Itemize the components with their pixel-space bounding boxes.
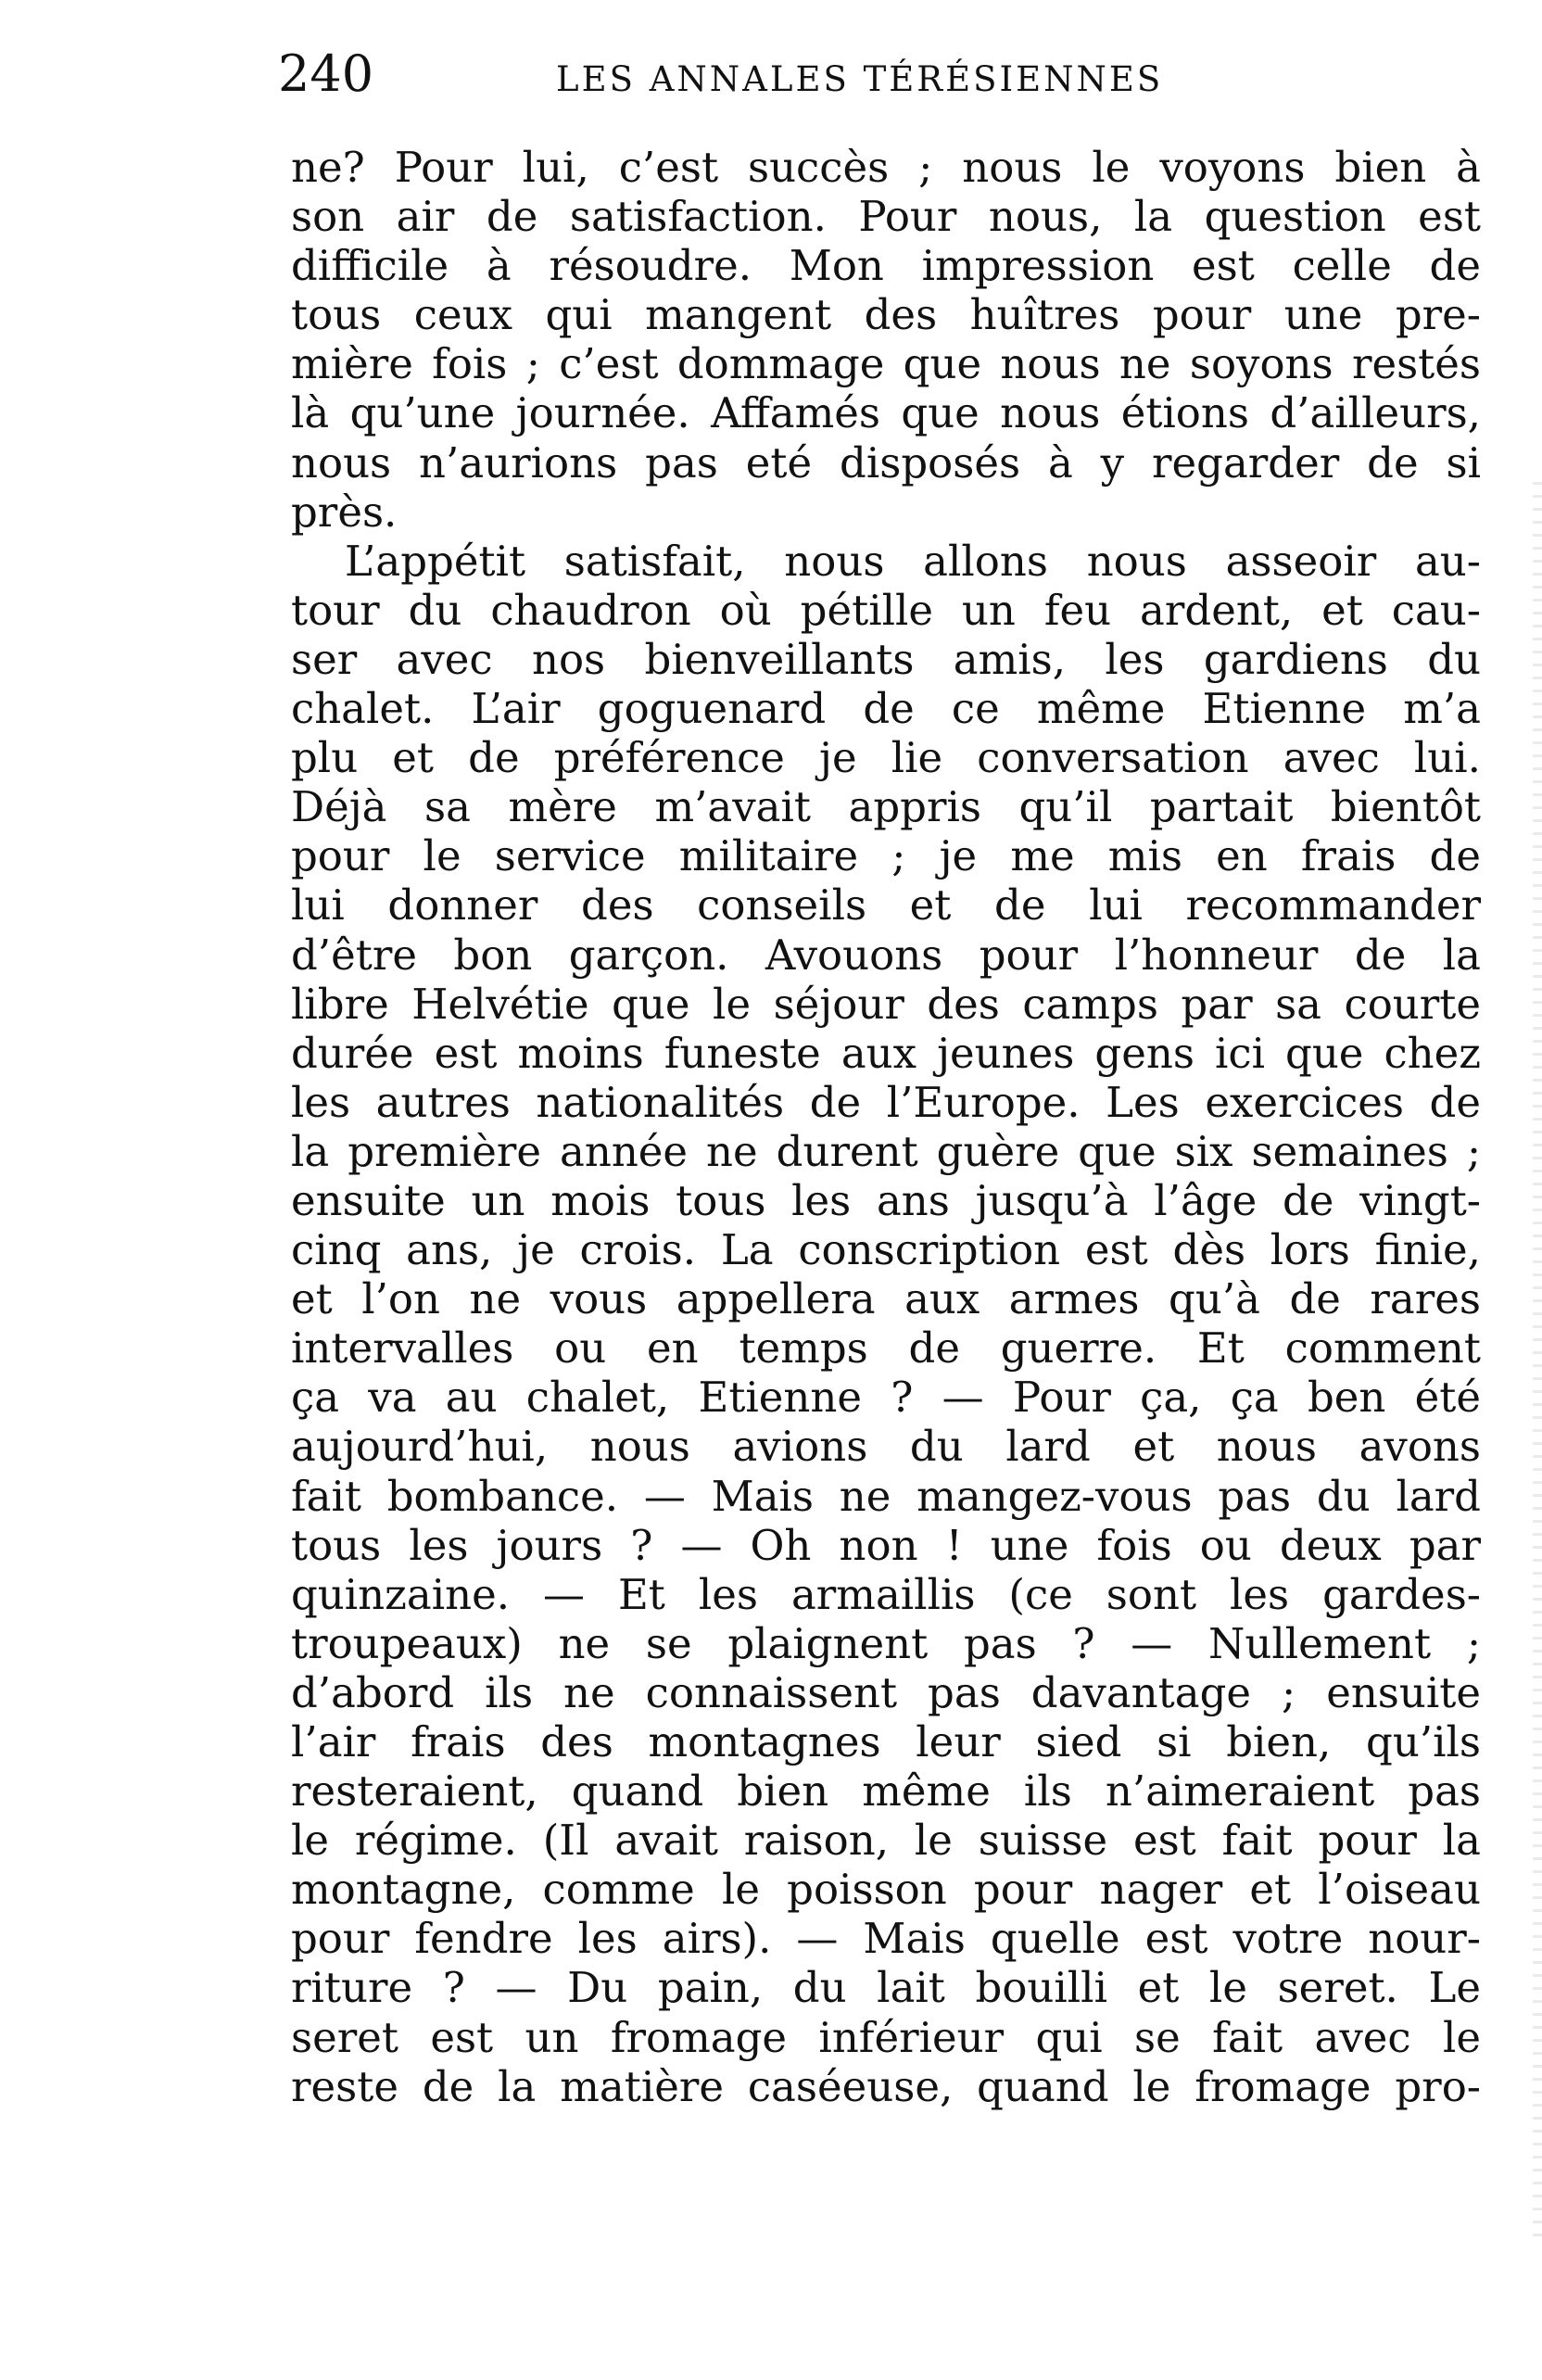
text-line: là qu’une journée. Affamés que nous étions d’ailleurs, [291, 388, 1481, 438]
text-line: fait bombance. — Mais ne mangez-vous pas du lard [291, 1471, 1481, 1521]
body-text [291, 143, 1481, 2111]
text-line: libre Helvétie que le séjour des camps par sa courte [291, 979, 1481, 1029]
text-line: la première année ne durent guère que six semaines ; [291, 1126, 1481, 1176]
text-line: d’abord ils ne connaissent pas davantage ; ensuite [291, 1667, 1481, 1717]
text-line: nous n’aurions pas eté disposés à y regarder de si [291, 437, 1481, 487]
scan-edge-artifact [1533, 482, 1542, 2243]
text-line: ça va au chalet, Etienne ? — Pour ça, ça ben été [291, 1373, 1481, 1423]
text-line: l’air frais des montagnes leur sied si bien, qu’ils [291, 1717, 1481, 1766]
text-line: quinzaine. — Et les armaillis (ce sont les gardes- [291, 1569, 1481, 1619]
text-line: intervalles ou en temps de guerre. Et comment [291, 1323, 1481, 1374]
text-line: tous ceux qui mangent des huîtres pour une pre- [291, 290, 1481, 340]
text-line: ser avec nos bienveillants amis, les gardiens du [291, 634, 1481, 684]
text-line: ne? Pour lui, c’est succès ; nous le voyons bien à [291, 143, 1481, 192]
text-line: lui donner des conseils et de lui recommander [291, 880, 1481, 930]
text-line: son air de satisfaction. Pour nous, la question est [291, 192, 1481, 242]
text-line: montagne, comme le poisson pour nager et l’oiseau [291, 1865, 1481, 1915]
text-line: seret est un fromage inférieur qui se fait avec le [291, 2012, 1481, 2062]
text-line: mière fois ; c’est dommage que nous ne soyons restés [291, 339, 1481, 389]
text-line: pour fendre les airs). — Mais quelle est votre nour- [291, 1914, 1481, 1964]
text-line: difficile à résoudre. Mon impression est celle de [291, 241, 1481, 291]
text-line: reste de la matière caséeuse, quand le fromage pro- [291, 2061, 1481, 2111]
text-line: L’appétit satisfait, nous allons nous asseoir au- [345, 536, 1481, 586]
text-line: tous les jours ? — Oh non ! une fois ou deux par [291, 1520, 1481, 1570]
text-line: tour du chaudron où pétille un feu ardent, et cau- [291, 585, 1481, 635]
text-line: près. [291, 487, 398, 537]
text-line: resteraient, quand bien même ils n’aimeraient pas [291, 1766, 1481, 1817]
text-line: chalet. L’air goguenard de ce même Etienne m’a [291, 684, 1481, 734]
text-line: plu et de préférence je lie conversation avec lui. [291, 733, 1481, 783]
text-line: riture ? — Du pain, du lait bouilli et le seret. Le [291, 1963, 1481, 2013]
text-line: aujourd’hui, nous avions du lard et nous avons [291, 1422, 1481, 1472]
page-header [278, 37, 1473, 111]
text-line: Déjà sa mère m’avait appris qu’il partait bientôt [291, 782, 1481, 832]
page-number: 240 [278, 44, 374, 103]
text-line: troupeaux) ne se plaignent pas ? — Nullement ; [291, 1618, 1481, 1668]
text-line: cinq ans, je crois. La conscription est dès lors finie, [291, 1225, 1481, 1275]
text-line: ensuite un mois tous les ans jusqu’à l’âge de vingt- [291, 1175, 1481, 1225]
text-line: et l’on ne vous appellera aux armes qu’à de rares [291, 1274, 1481, 1324]
running-title: LES ANNALES TÉRÉSIENNES [556, 59, 1164, 99]
text-line: durée est moins funeste aux jeunes gens ici que chez [291, 1028, 1481, 1078]
text-line: les autres nationalités de l’Europe. Les exercices de [291, 1077, 1481, 1127]
text-line: le régime. (Il avait raison, le suisse est fait pour la [291, 1816, 1481, 1866]
text-line: d’être bon garçon. Avouons pour l’honneur de la [291, 930, 1481, 980]
text-line: pour le service militaire ; je me mis en frais de [291, 831, 1481, 881]
